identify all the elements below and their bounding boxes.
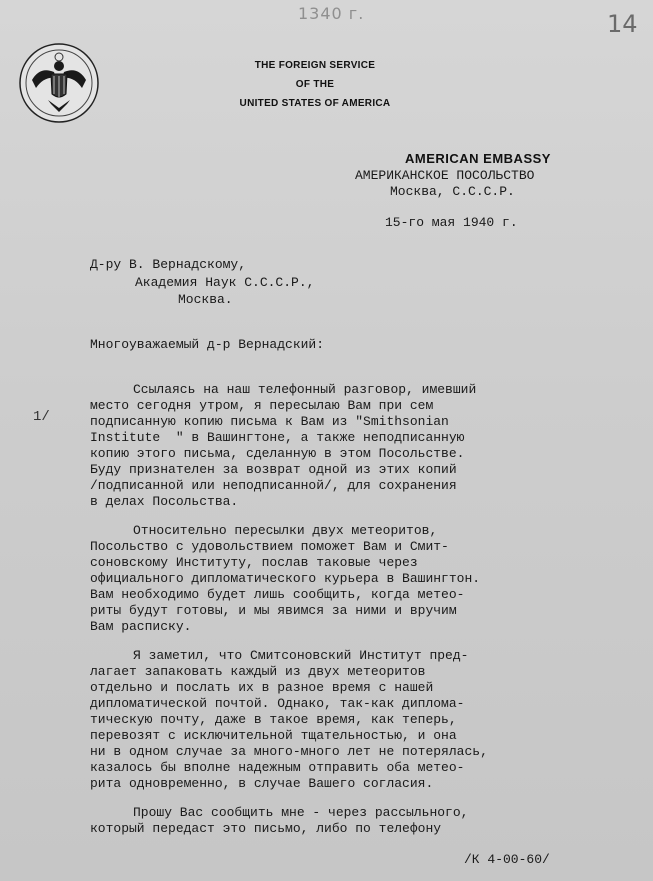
- paragraph-2-line-5: Вам необходимо будет лишь сообщить, когда метео-: [90, 587, 465, 602]
- embassy-city: Москва, С.С.С.Р.: [390, 184, 515, 199]
- paragraph-2-line-7: Вам расписку.: [90, 619, 192, 634]
- addressee-name: Д-ру В. Вернадскому,: [90, 257, 247, 272]
- paragraph-3-line-5: тическую почту, даже в такое время, как теперь,: [90, 712, 457, 727]
- paragraph-2-line-6: риты будут готовы, и мы явимся за ними и вручим: [90, 603, 457, 618]
- paragraph-1-line-2: место сегодня утром, я пересылаю Вам при сем: [90, 398, 434, 413]
- page-number: 14: [607, 10, 638, 38]
- embassy-name-russian: АМЕРИКАНСКОЕ ПОСОЛЬСТВО: [355, 168, 535, 183]
- archive-stamp: 1340 г.: [298, 4, 365, 23]
- phone-number: /К 4-00-60/: [464, 852, 550, 867]
- paragraph-2-line-4: официального дипломатического курьера в Вашингтон.: [90, 571, 481, 586]
- paragraph-2-line-1: Относительно пересылки двух метеоритов,: [133, 523, 438, 538]
- letterhead: [190, 56, 440, 113]
- paragraph-1-line-1: Ссылаясь на наш телефонный разговор, имевший: [133, 382, 477, 397]
- letter-date: 15-го мая 1940 г.: [385, 215, 518, 230]
- paragraph-3-line-4: дипломатической почтой. Однако, так-как диплома-: [90, 696, 465, 711]
- paragraph-1-line-7: /подписанной или неподписанной/, для сохранения: [90, 478, 457, 493]
- addressee-institution: Академия Наук С.С.С.Р.,: [135, 275, 315, 290]
- paragraph-1-line-4: Institute " в Вашингтоне, а также неподписанную: [90, 430, 465, 445]
- paragraph-3-line-7: ни в одном случае за много-много лет не потерялась,: [90, 744, 488, 759]
- paragraph-1-line-8: в делах Посольства.: [90, 494, 239, 509]
- paragraph-3-line-8: казалось бы вполне надежным отправить оба метео-: [90, 760, 465, 775]
- paragraph-2-line-3: соновскому Институту, послав таковые через: [90, 555, 418, 570]
- paragraph-1-line-5: копию этого письма, сделанную в этом Посольстве.: [90, 446, 465, 461]
- us-great-seal-icon: [18, 42, 100, 124]
- addressee-city: Москва.: [178, 292, 233, 307]
- paragraph-3-line-1: Я заметил, что Смитсоновский Институт пред-: [133, 648, 469, 663]
- salutation: Многоуважаемый д-р Вернадский:: [90, 337, 325, 352]
- paragraph-2-line-2: Посольство с удовольствием поможет Вам и Смит-: [90, 539, 449, 554]
- paragraph-4-line-1: Прошу Вас сообщить мне - через рассыльного,: [133, 805, 469, 820]
- paragraph-1-line-3: подписанную копию письма к Вам из "Smithsonian: [90, 414, 449, 429]
- paragraph-1-line-6: Буду признателен за возврат одной из этих копий: [90, 462, 457, 477]
- paragraph-3-line-9: рита одновременно, в случае Вашего согласия.: [90, 776, 434, 791]
- embassy-name-english: AMERICAN EMBASSY: [405, 151, 551, 166]
- paragraph-3-line-2: лагает запаковать каждый из двух метеоритов: [90, 664, 426, 679]
- letterhead-line1: THE FOREIGN SERVICE: [254, 60, 376, 71]
- letterhead-line3: UNITED STATES OF AMERICA: [239, 98, 391, 109]
- paragraph-3-line-6: перевозят с исключительной тщательностью, и она: [90, 728, 457, 743]
- margin-note: 1/: [33, 409, 50, 425]
- paragraph-4-line-2: который передаст это письмо, либо по телефону: [90, 821, 442, 836]
- letterhead-line2: OF THE: [295, 79, 335, 90]
- paragraph-3-line-3: отдельно и послать их в разное время с нашей: [90, 680, 434, 695]
